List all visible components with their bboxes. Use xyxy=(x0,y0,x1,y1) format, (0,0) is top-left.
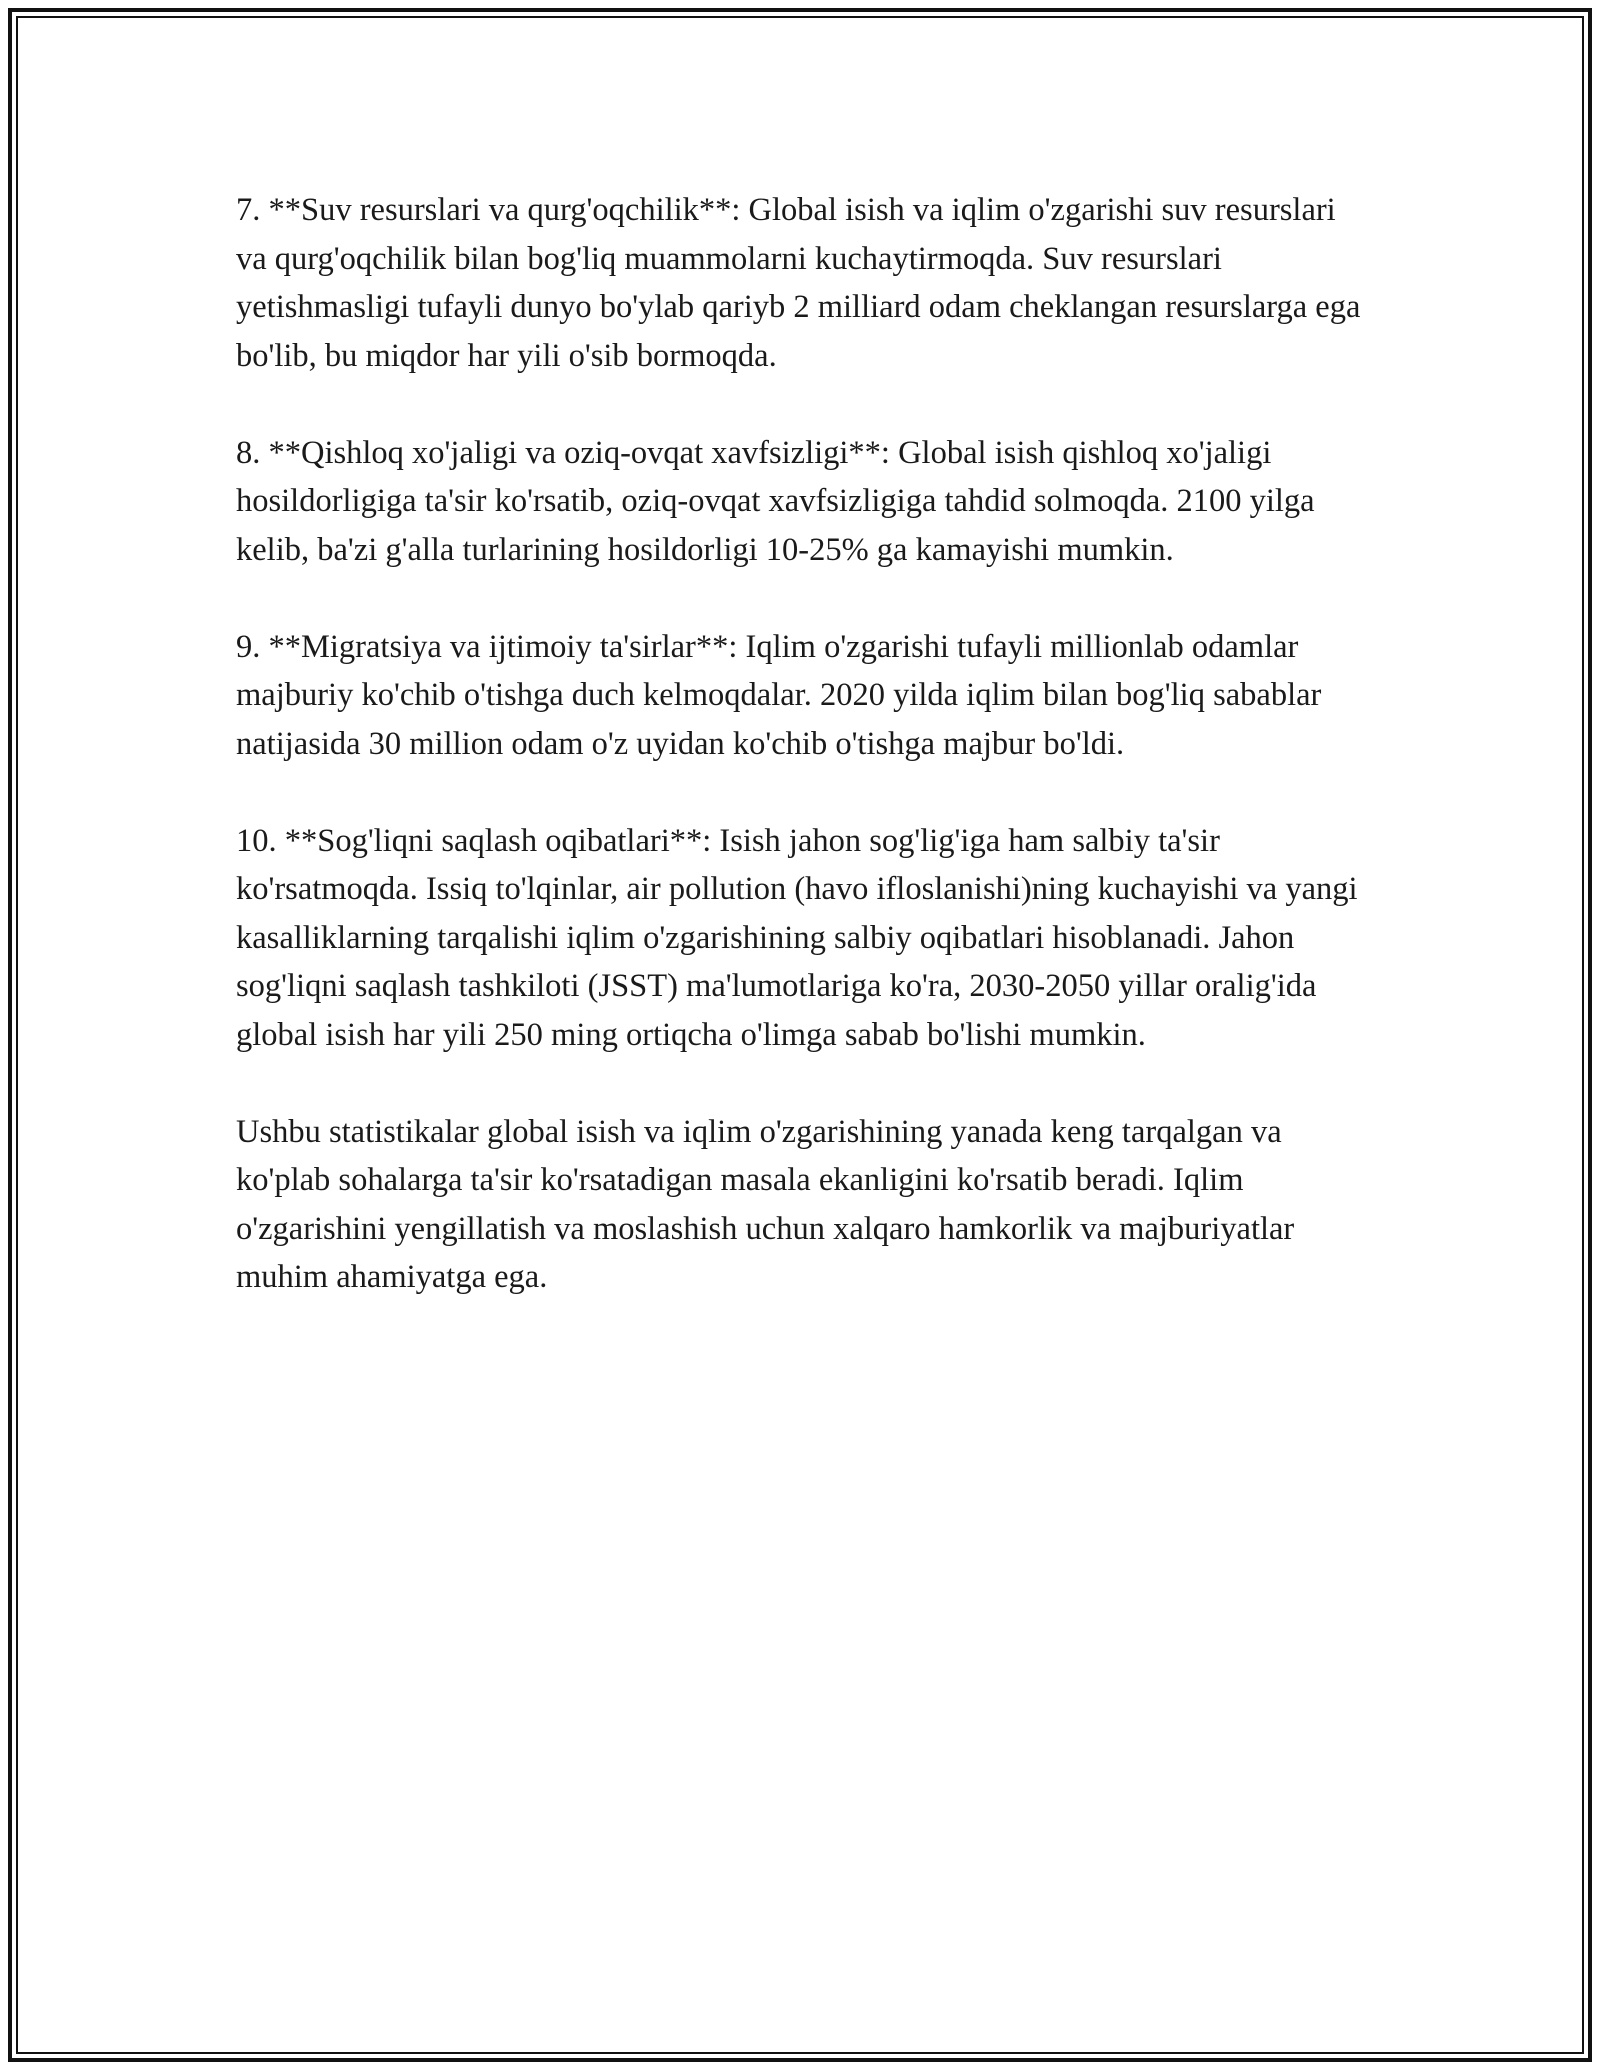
paragraph-item-9: 9. **Migratsiya va ijtimoiy ta'sirlar**: Iqlim o'zgarishi tufayli millionlab odamlar majburiy ko'chib o'tishga duch kelmoqdalar. 2020 yilda iqlim bilan bog'liq sabablar natijasida 30 million odam o'z uyidan ko'chib o'tishga majbur bo'ldi. xyxy=(236,628,1322,762)
paragraph-item-8: 8. **Qishloq xo'jaligi va oziq-ovqat xavfsizligi**: Global isish qishloq xo'jaligi hosildorligiga ta'sir ko'rsatib, oziq-ovqat xavfsizligiga tahdid solmoqda. 2100 yilga kelib, ba'zi g'alla turlarining hosildorligi 10-25% ga kamayishi mumkin. xyxy=(236,434,1315,568)
paragraph-item-10: 10. **Sog'liqni saqlash oqibatlari**: Isish jahon sog'lig'iga ham salbiy ta'sir ko'rsatmoqda. Issiq to'lqinlar, air pollution (havo ifloslanishi)ning kuchayishi va yangi kasalliklarning tarqalishi iqlim o'zgarishining salbiy oqibatlari hisoblanadi. Jahon sog'liqni saqlash tashkiloti (JSST) ma'lumotlariga ko'ra, 2030-2050 yillar oralig'ida global isish har yili 250 ming ortiqcha o'limga sabab bo'lishi mumkin. xyxy=(236,822,1358,1053)
document-body xyxy=(236,186,1366,1350)
conclusion-paragraph: Ushbu statistikalar global isish va iqlim o'zgarishining yanada keng tarqalgan va ko'plab sohalarga ta'sir ko'rsatadigan masala ekanligini ko'rsatib beradi. Iqlim o'zgarishini yengillatish va moslashish uchun xalqaro hamkorlik va majburiyatlar muhim ahamiyatga ega. xyxy=(236,1113,1295,1295)
paragraph-item-7: 7. **Suv resurslari va qurg'oqchilik**: Global isish va iqlim o'zgarishi suv resurslari va qurg'oqchilik bilan bog'liq muammolarni kuchaytirmoqda. Suv resurslari yetishmasligi tufayli dunyo bo'ylab qariyb 2 milliard odam cheklangan resurslarga ega bo'lib, bu miqdor har yili o'sib bormoqda. xyxy=(236,192,1361,374)
